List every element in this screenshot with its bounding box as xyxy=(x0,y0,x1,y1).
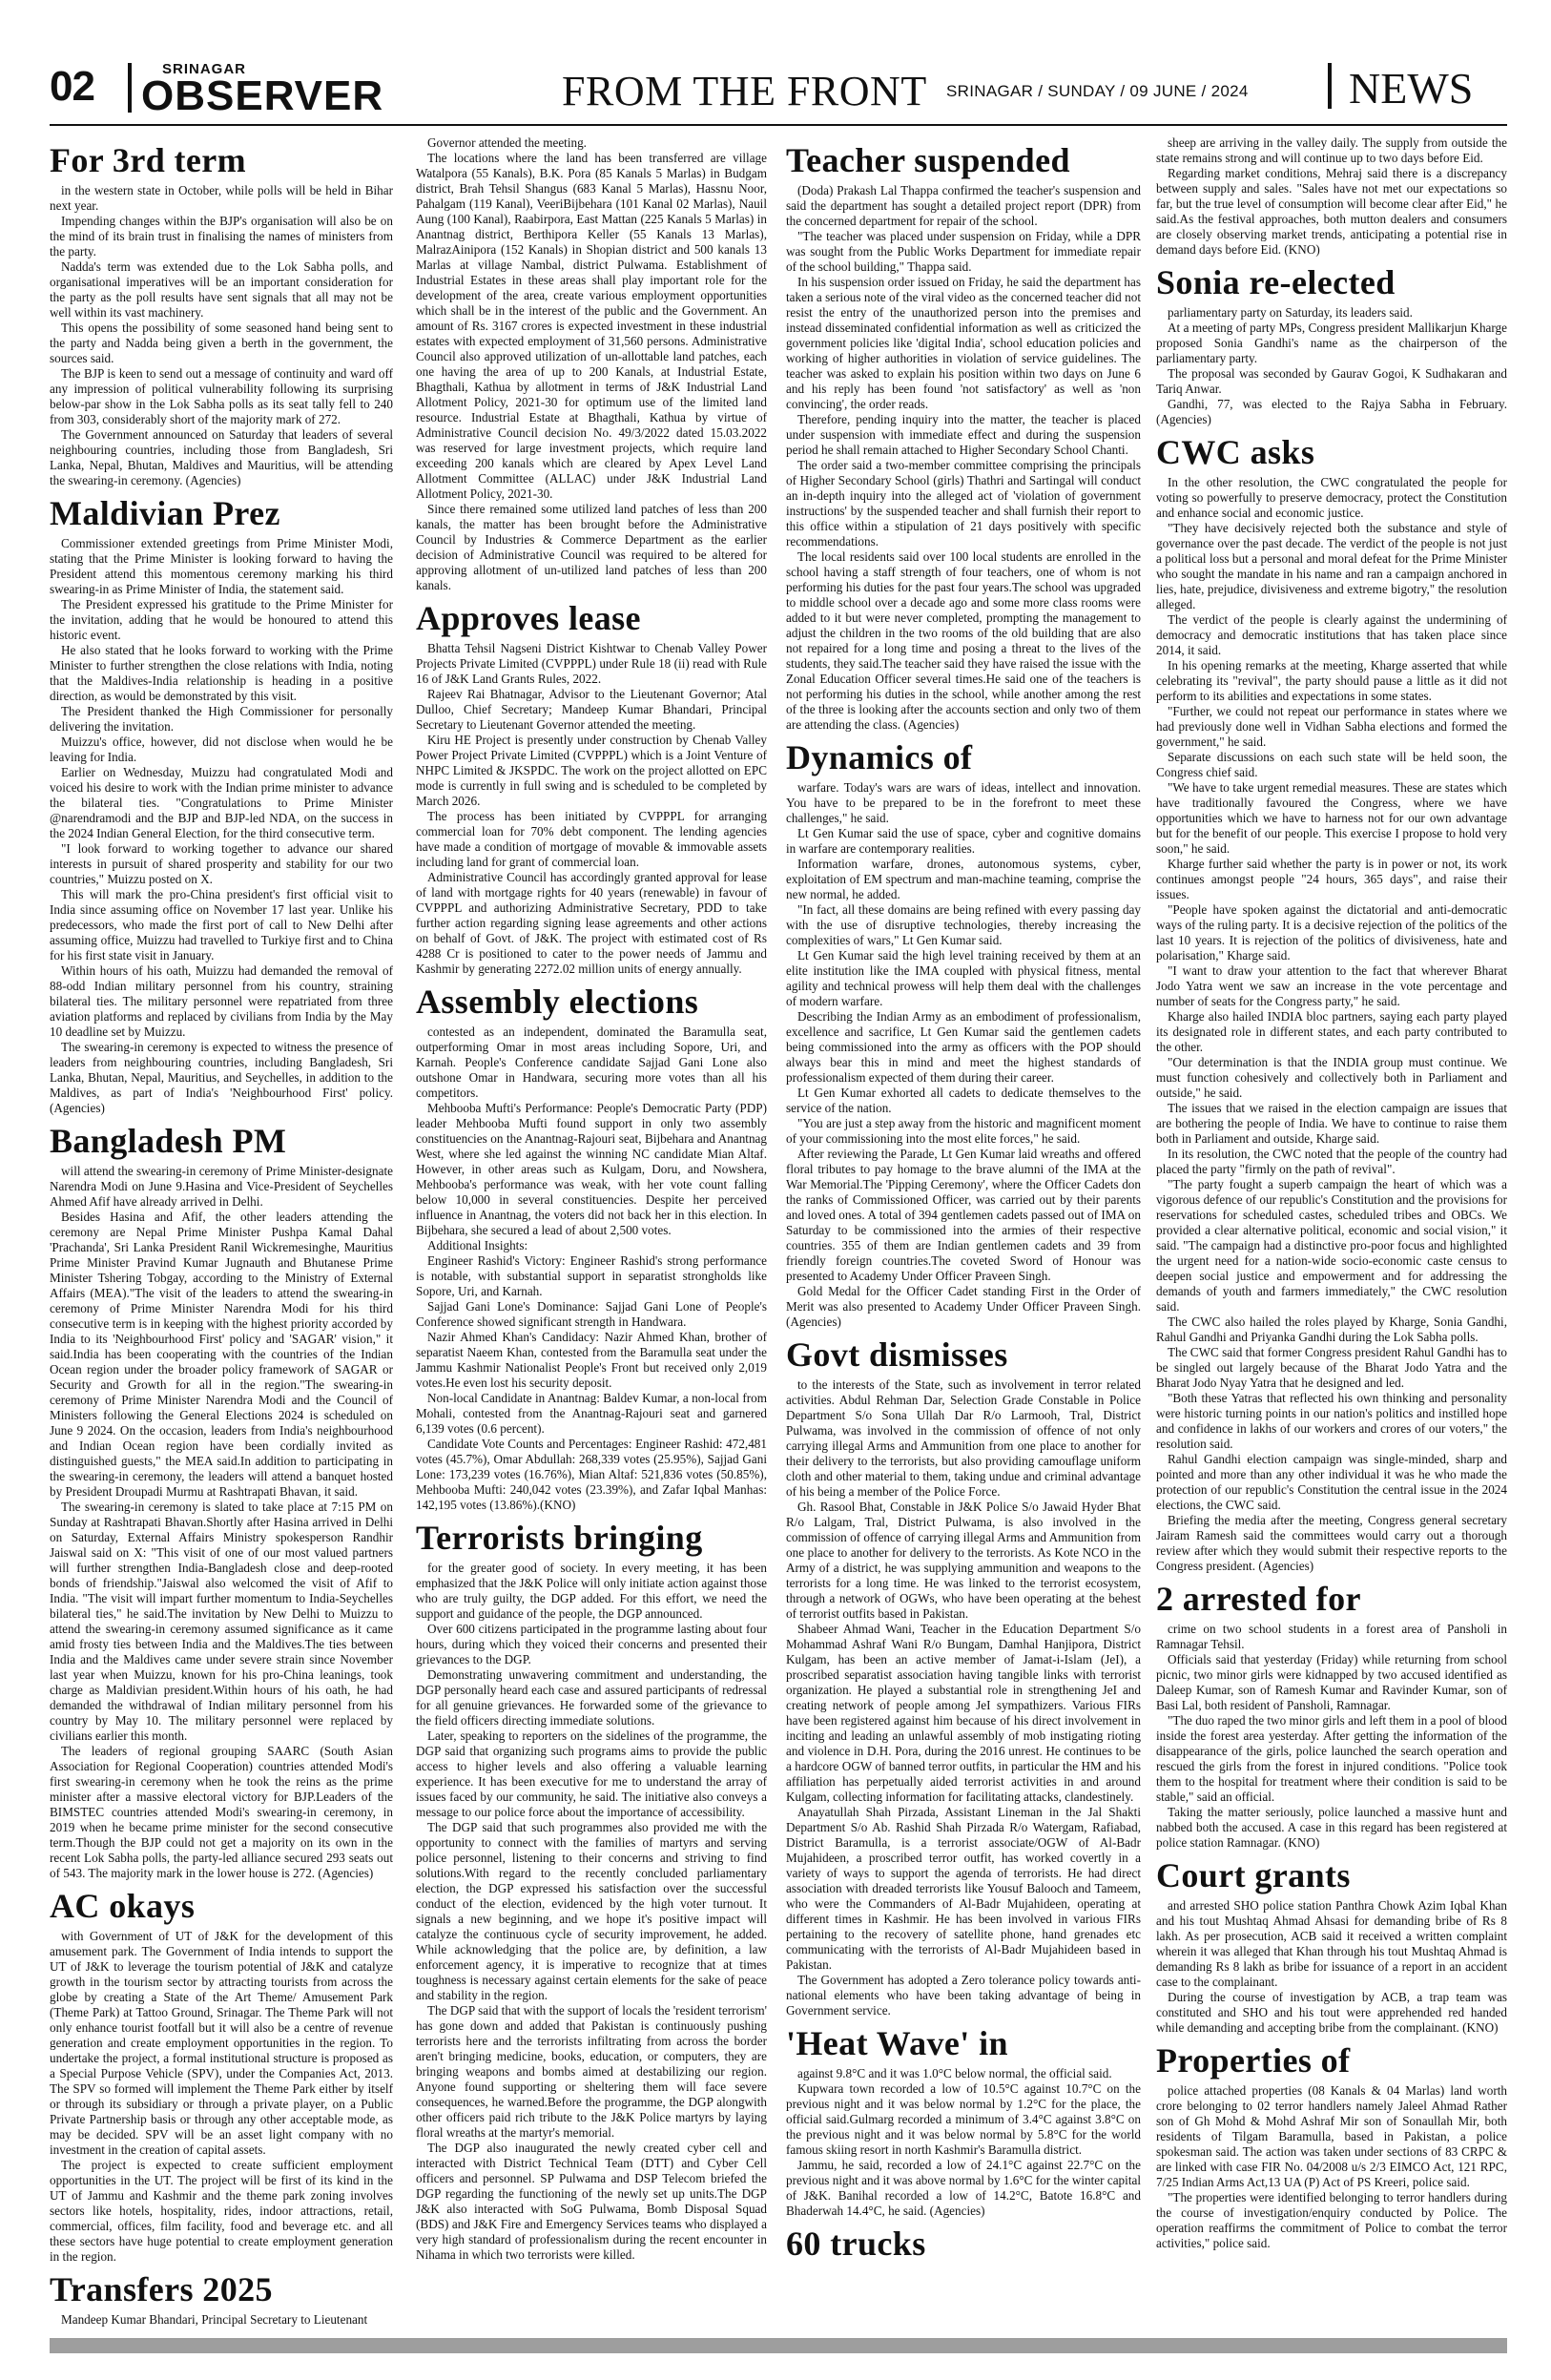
article-paragraph: Jammu, he said, recorded a low of 24.1°C against 22.7°C on the previous night and it was above normal by 1.6°C for the winter capital of J&K. Banihal recorded a low of 14.2°C, Batote 16.8°C and Bhaderwah 14.4°C, he said. (Agencies) xyxy=(786,2158,1141,2218)
article-paragraph: Gold Medal for the Officer Cadet standing First in the Order of Merit was also presented to Academy Under Officer Praveen Singh. (Agencies) xyxy=(786,1284,1141,1329)
article-paragraph: crime on two school students in a forest area of Pansholi in Ramnagar Tehsil. xyxy=(1156,1622,1507,1651)
article-paragraph: Regarding market conditions, Mehraj said there is a discrepancy between supply and sales. "Sales have not met our expectations so far, but the true level of consumption will become clear after Eid," he said.As the festival approaches, both mutton dealers and consumers are closely observing market trends, anticipating a potential rise in demand days before Eid. (KNO) xyxy=(1156,166,1507,257)
article-paragraph: This opens the possibility of some seasoned hand being sent to the party and Nadda being given a berth in the government, the sources said. xyxy=(50,321,393,365)
article-paragraph: The project is expected to create sufficient employment opportunities in the UT. The project will be first of its kind in the UT of Jammu and Kashmir and the theme park zoning involves sectors like hotels, hospitality, rides, indoor attractions, retail, commercial, offices, film facility, food and beverage etc. and all these sectors have huge potential to create employment generation in the region. xyxy=(50,2158,393,2264)
article-paragraph: This will mark the pro-China president's first official visit to India since assuming office on November 17 last year. Unlike his predecessors, who made the first port of call to New Delhi after assuming office, Muizzu had travelled to Turkiye first and to China for his first state visit in January. xyxy=(50,887,393,962)
article-paragraph: (Doda) Prakash Lal Thappa confirmed the teacher's suspension and said the department has sought a detailed project report (DPR) from the concerned department for repair of the school. xyxy=(786,183,1141,228)
article-paragraph: The Government announced on Saturday that leaders of several neighbouring countries, including those from Bangladesh, Sri Lanka, Nepal, Bhutan, Maldives and Mauritius, will be attending the swearing-in ceremony. (Agencies) xyxy=(50,427,393,487)
article-paragraph: "I want to draw your attention to the fact that wherever Bharat Jodo Yatra went we saw an increase in the vote percentage and number of seats for the Congress party," he said. xyxy=(1156,963,1507,1008)
column-2 xyxy=(416,135,767,2263)
article-paragraph: Rajeev Rai Bhatnagar, Advisor to the Lieutenant Governor; Atal Dulloo, Chief Secretary; Mandeep Kumar Bhandari, Principal Secretary to Lieutenant Governor attended the meeting. xyxy=(416,687,767,732)
article-paragraph: Commissioner extended greetings from Prime Minister Modi, stating that the Prime Minister is looking forward to having the President attend this momentous ceremony marking his third swearing-in as Prime Minister of India, the statement said. xyxy=(50,536,393,596)
article-paragraph: Administrative Council has accordingly granted approval for lease of land with mortgage rights for 40 years (renewable) in favour of CVPPPL and authorizing Administrative Secretary, PDD to take further action regarding signing lease agreements and other actions on behalf of Govt. of J&K. The project with estimated cost of Rs 4288 Cr is positioned to cater to the power needs of Jammu and Kashmir by generating 2272.02 million units of energy annually. xyxy=(416,870,767,976)
article-paragraph: The DGP said that such programmes also provided me with the opportunity to connect with the families of martyrs and serving police personnel, listening to their concerns and striving to find solutions.With regard to the recently concluded parliamentary election, the DGP expressed his satisfaction over the successful conduct of the election, evidenced by the high voter turnout. It signals a new beginning, and we hope it's positive impact will catalyze the continuous cycle of security improvement, he added. While acknowledging that the police are, by definition, a law enforcement agency, it is imperative to recognize that at times toughness is necessary against certain elements for the sake of peace and stability in the region. xyxy=(416,1820,767,2002)
article-headline: Teacher suspended xyxy=(786,141,1070,179)
article-paragraph: He also stated that he looks forward to working with the Prime Minister to further strengthen the close relations with India, noting that the Maldives-India relationship is heading in a positive direction, as would be demonstrated by this visit. xyxy=(50,643,393,703)
article-paragraph: Therefore, pending inquiry into the matter, the teacher is placed under suspension with immediate effect and during the suspension period he shall remain attached to Higher Secondary School Chanti. xyxy=(786,412,1141,457)
article-paragraph: The DGP said that with the support of locals the 'resident terrorism' has gone down and added that Pakistan is continuously pushing terrorists here and the terrorists infiltrating from across the border aren't bringing medicine, books, education, or computers, they are bringing weapons and bombs aimed at destabilizing our region. Anyone found supporting or sheltering them will face severe consequences, he warned.Before the programme, the DGP alongwith other officers paid rich tribute to the J&K Police martyrs by laying floral wreaths at the martyr's memorial. xyxy=(416,2003,767,2140)
article-paragraph: "The duo raped the two minor girls and left them in a pool of blood inside the forest area yesterday. After getting the information of the disappearance of the girls, police launched the search operation and rescued the girls from the forest in injured conditions. "Police took them to the hospital for treatment where their condition is said to be stable," said an official. xyxy=(1156,1713,1507,1804)
article-paragraph: Officials said that yesterday (Friday) while returning from school picnic, two minor girls were kidnapped by two accused identified as Daleep Kumar, son of Ramesh Kumar and Ravinder Kumar, son of Basi Lal, both resident of Pansholi, Ramnagar. xyxy=(1156,1652,1507,1712)
article-headline: 60 trucks xyxy=(786,2225,926,2263)
article-paragraph: Governor attended the meeting. xyxy=(427,135,587,150)
article-paragraph: Shabeer Ahmad Wani, Teacher in the Education Department S/o Mohammad Ashraf Wani R/o Bungam, Damhal Hanjipora, District Kulgam, has been an active member of Jamat-i-Islam (JeI), a proscribed separatist association having tangible links with terrorist organization. He played a substantial role in strengthening JeI and creating network of people among JeI sympathizers. Various FIRs have been registered against him because of his direct involvement in inciting and leading an unlawful assembly of mob instigating rioting and violence in D.H. Pora, during the 2016 unrest. He continues to be a hardcore OGW of banned terror outfits, in particular the HM and his affiliation has perpetually aided terrorist activities in and around Kulgam, collecting information for facilitating attacks, clandestinely. xyxy=(786,1622,1141,1804)
article-paragraph: "The teacher was placed under suspension on Friday, while a DPR was sought from the Public Works Department for immediate repair of the school building," Thappa said. xyxy=(786,229,1141,274)
article-paragraph: "Both these Yatras that reflected his own thinking and personality were historic turning points in our nation's politics and instilled hope and confidence in lakhs of our workers and crores of our voters," the resolution said. xyxy=(1156,1391,1507,1451)
article-paragraph: The BJP is keen to send out a message of continuity and ward off any impression of political vulnerability following its surprising below-par show in the Lok Sabha polls as its seat tally fell to 240 from 303, considerably short of the majority mark of 272. xyxy=(50,366,393,426)
article-headline: For 3rd term xyxy=(50,141,247,179)
article-paragraph: Lt Gen Kumar said the use of space, cyber and cognitive domains in warfare are contemporary realities. xyxy=(786,826,1141,856)
article-paragraph: Demonstrating unwavering commitment and understanding, the DGP personally heard each case and assured participants of redressal for all genuine grievances. He forwarded some of the grievance to the field officers directing immediate solutions. xyxy=(416,1667,767,1728)
article-paragraph: The DGP also inaugurated the newly created cyber cell and interacted with District Technical Team (DTT) and Cyber Cell officers and personnel. SP Pulwama and DSP Telecom briefed the DGP regarding the functioning of the newly set up units.The DGP J&K also interacted with SoG Pulwama, Bomb Disposal Squad (BDS) and J&K Fire and Emergency Services teams who displayed a very high standard of professionalism during the recent encounter in Nihama in which two terrorists were killed. xyxy=(416,2141,767,2262)
article-paragraph: Sajjad Gani Lone's Dominance: Sajjad Gani Lone of People's Conference showed significant strength in Handwara. xyxy=(416,1299,767,1329)
article-paragraph: Later, speaking to reporters on the sidelines of the programme, the DGP said that organizing such programs aims to provide the public access to higher levels and also offering a valuable learning experience. It has been executive for me to understand the array of issues faced by our community, he said. The initiative also conveys a message to our police force about the importance of accessibility. xyxy=(416,1728,767,1819)
article-paragraph: Lt Gen Kumar exhorted all cadets to dedicate themselves to the service of the nation. xyxy=(786,1086,1141,1115)
article-paragraph: Gandhi, 77, was elected to the Rajya Sabha in February. (Agencies) xyxy=(1156,397,1507,426)
article-paragraph: The President thanked the High Commissioner for personally delivering the invitation. xyxy=(50,704,393,734)
article-paragraph: "In fact, all these domains are being refined with every passing day with the use of disruptive technologies, thereby increasing the complexities of wars," Lt Gen Kumar said. xyxy=(786,902,1141,947)
article-headline: Sonia re-elected xyxy=(1156,263,1396,301)
section-title: FROM THE FRONT xyxy=(562,68,927,114)
article-paragraph: Besides Hasina and Afif, the other leaders attending the ceremony are Nepal Prime Minister Pushpa Kamal Dahal 'Prachanda', Sri Lanka President Ranil Wickremesinghe, Mauritius Prime Minister Pravind Kumar Jugnauth and Bhutanese Prime Minister Tshering Tobgay, according to the Ministry of External Affairs (MEA)."The visit of the leaders to attend the swearing-in ceremony of Prime Minister Narendra Modi for his third consecutive term is in keeping with the highest priority accorded by India to its 'Neighbourhood First' policy and 'SAGAR' vision," it said.India has been cooperating with the countries of the Indian Ocean region under the broader policy framework of SAGAR or Security and Growth for all in the region."The swearing-in ceremony of Prime Minister Narendra Modi and the Council of Ministers following the General Elections 2024 is scheduled on June 9 2024. On the occasion, leaders from India's neighbourhood and Indian Ocean region have been cordially invited as distinguished guests," the MEA said.In addition to participating in the swearing-in ceremony, the leaders will attend a banquet hosted by President Droupadi Murmu at Rashtrapati Bhavan, it said. xyxy=(50,1210,393,1499)
article-paragraph: The CWC said that former Congress president Rahul Gandhi has to be singled out largely because of the Bharat Jodo Yatra and the Bharat Jodo Nyay Yatra that he designed and led. xyxy=(1156,1345,1507,1390)
article-paragraph: The swearing-in ceremony is slated to take place at 7:15 PM on Sunday at Rashtrapati Bhavan.Shortly after Hasina arrived in Delhi on Saturday, External Affairs Ministry spokesperson Randhir Jaiswal said on X: "This visit of one of our most valued partners will further strengthen India-Bangladesh close and deep-rooted bonds of friendship."Jaiswal also welcomed the visit of Afif to India. "The visit will impart further momentum to India-Seychelles bilateral ties," he said.The invitation by New Delhi to Muizzu to attend the swearing-in ceremony assumed significance as it came amid frosty ties between India and the Maldives.The ties between India and the Maldives came under severe strain since November last year when Muizzu, known for his pro-China leanings, took charge as Maldivian president.Within hours of his oath, he had demanded the withdrawal of Indian military personnel from his country by May 10. The military personnel were replaced by civilians earlier this month. xyxy=(50,1500,393,1743)
article-paragraph: Kupwara town recorded a low of 10.5°C against 10.7°C on the previous night and it was below normal by 1.2°C for the place, the official said.Gulmarg recorded a minimum of 3.4°C against 3.8°C on the previous night and it was below normal by 5.8°C for the world famous skiing resort in north Kashmir's Baramulla district. xyxy=(786,2081,1141,2157)
article-headline: CWC asks xyxy=(1156,433,1315,471)
article-paragraph: and arrested SHO police station Panthra Chowk Azim Iqbal Khan and his tout Mushtaq Ahmad Ahsasi for demanding bribe of Rs 8 lakh. As per prosecution, ACB said it received a written complaint wherein it was alleged that Khan through his tout Mushtaq Ahmad is demanding Rs 8 lakh as bribe for issuance of a report in an accident case to the complainant. xyxy=(1156,1898,1507,1989)
article-paragraph: The swearing-in ceremony is expected to witness the presence of leaders from neighbouring countries, including Bangladesh, Sri Lanka, Bhutan, Nepal, Mauritius, and Seychelles, in addition to the Maldives, as part of India's 'Neighbourhood First' policy. (Agencies) xyxy=(50,1040,393,1115)
article-headline: AC okays xyxy=(50,1887,196,1925)
article-paragraph: "You are just a step away from the historic and magnificent moment of your commissioning into the most elite forces," he said. xyxy=(786,1116,1141,1146)
article-paragraph: Earlier on Wednesday, Muizzu had congratulated Modi and voiced his desire to work with the Indian prime minister to advance the bilateral ties. "Congratulations to Prime Minister @narendramodi and the BJP and BJP-led NDA, on the success in the 2024 Indian General Election, for the third consecutive term. xyxy=(50,765,393,840)
article-paragraph: Nadda's term was extended due to the Lok Sabha polls, and organisational imperatives will be an important consideration for the party as the poll results have sent signals that all may not be well within its vast machinery. xyxy=(50,259,393,320)
article-paragraph: Information warfare, drones, autonomous systems, cyber, exploitation of EM spectrum and man-machine teaming, comprise the new normal, he added. xyxy=(786,857,1141,901)
column-3 xyxy=(786,135,1141,2266)
article-paragraph: Anayatullah Shah Pirzada, Assistant Lineman in the Jal Shakti Department S/o Ab. Rashid Shah Pirzada R/o Watergam, Rafiabad, District Baramulla, is a terrorist associate/OGW of Al-Badr Mujahideen, a proscribed terror outfit, has worked covertly in a variety of ways to support the agenda of terrorists. He had direct association with dreaded terrorists like Yousuf Balooch and Tameem, who were the Commanders of Al-Badr Mujahideen, operating at different times in Kashmir. He has been involved in various FIRs pertaining to the recovery of satellite phone, hand grenades etc communicating with the terrorists of Al-Badr Mujahideen based in Pakistan. xyxy=(786,1805,1141,1972)
article-paragraph: in the western state in October, while polls will be held in Bihar next year. xyxy=(50,183,393,213)
masthead-divider xyxy=(128,63,132,113)
column-1 xyxy=(50,135,393,2328)
article-paragraph: Taking the matter seriously, police launched a massive hunt and nabbed both the accused. A case in this regard has been registered at police station Ramnagar. (KNO) xyxy=(1156,1805,1507,1850)
article-paragraph: against 9.8°C and it was 1.0°C below normal, the official said. xyxy=(797,2066,1112,2080)
article-paragraph: police attached properties (08 Kanals & 04 Marlas) land worth crore belonging to 02 terror handlers namely Jaleel Ahmad Rather son of Gh Mohd & Mohd Ashraf Mir son of Sonaullah Mir, both residents of Tilgam Baramulla, based in Pakistan, a police spokesman said. The action was taken under sections of 83 CRPC & are linked with case FIR No. 04/2008 u/s 2/3 EIMCO Act, 121 RPC, 7/25 Indian Arms Act,13 UA (P) Act of PS Kreeri, police said. xyxy=(1156,2083,1507,2189)
masthead xyxy=(50,59,1507,126)
brand-subtitle: SRINAGAR xyxy=(162,61,247,77)
article-paragraph: Candidate Vote Counts and Percentages: Engineer Rashid: 472,481 votes (45.7%), Omar Abdullah: 268,339 votes (25.95%), Sajjad Gani Lone: 173,239 votes (16.76%), Mian Altaf: 521,836 votes (50.85%), Mehbooba Mufti: 240,042 votes (23.39%), and Zafar Iqbal Manhas: 142,195 votes (13.86%).(KNO) xyxy=(416,1437,767,1512)
article-paragraph: The order said a two-member committee comprising the principals of Higher Secondary School (girls) Thathri and Sartingal will conduct an in-depth inquiry into the alleged act of 'violation of government instructions' by the suspended teacher and shall furnish their report to this office within a stipulation of 21 days positively with specific recommendations. xyxy=(786,458,1141,548)
article-headline: Court grants xyxy=(1156,1856,1351,1894)
article-paragraph: Engineer Rashid's Victory: Engineer Rashid's strong performance is notable, with substantial support in separatist strongholds like Sopore, Uri, and Karnah. xyxy=(416,1253,767,1298)
article-paragraph: with Government of UT of J&K for the development of this amusement park. The Government of India intends to support the UT of J&K to leverage the tourism potential of J&K and catalyze growth in the tourism sector by attracting tourists from across the globe by creating a State of the Art Theme/ Amusement Park (Theme Park) at Tattoo Ground, Srinagar. The Theme Park will not only enhance tourist footfall but it will also be a centre of revenue generation and create employment opportunities in the region. To undertake the project, a formal institutional structure is proposed as a Special Purpose Vehicle (SPV), under the Companies Act, 2013. The SPV so formed will implement the Theme Park either by itself or through its subsidiary or through a private player, on a Public Private Partnership basis or through any other acceptable mode, as may be decided. SPV will be an asset light company with no investment in the creation of capital assets. xyxy=(50,1929,393,2157)
article-paragraph: The proposal was seconded by Gaurav Gogoi, K Sudhakaran and Tariq Anwar. xyxy=(1156,366,1507,396)
article-paragraph: Describing the Indian Army as an embodiment of professionalism, excellence and sacrifice, Lt Gen Kumar said the gentlemen cadets being commissioned into the army as officers with the POP should always bear this in mind and meet the highest standards of professionalism expected of them during their career. xyxy=(786,1009,1141,1085)
article-paragraph: Briefing the media after the meeting, Congress general secretary Jairam Ramesh said the committees would carry out a thorough review after which they would submit their respective reports to the Congress president. (Agencies) xyxy=(1156,1513,1507,1573)
article-paragraph: In his suspension order issued on Friday, he said the department has taken a serious note of the viral video as the concerned teacher did not resist the entry of the unauthorized person into the premises and instead disseminated confidential information as well as criticized the government policies like 'digital India', school education policies and working of higher authorities in violation of service guidelines. The teacher was asked to explain his position within two days on June 6 and his reply has been found 'not satisfactory' as well as 'non convincing', the order reads. xyxy=(786,275,1141,411)
article-paragraph: In his opening remarks at the meeting, Kharge asserted that while celebrating its "revival", the party should pause a little as it did not perform to its abilities and expectations in some states. xyxy=(1156,658,1507,703)
article-paragraph: Lt Gen Kumar said the high level training received by them at an elite institution like the IMA coupled with physical fitness, mental agility and technical prowess will help them deal with the challenges of modern warfare. xyxy=(786,948,1141,1008)
article-paragraph: for the greater good of society. In every meeting, it has been emphasized that the J&K Police will only initiate action against those who are truly guilty, the DGP added. For this effort, we need the support and guidance of the people, the DGP announced. xyxy=(416,1561,767,1621)
article-paragraph: Over 600 citizens participated in the programme lasting about four hours, during which they voiced their concerns and presented their grievances to the DGP. xyxy=(416,1622,767,1666)
article-paragraph: The President expressed his gratitude to the Prime Minister for the invitation, adding that he would be honoured to attend this historic event. xyxy=(50,597,393,642)
article-paragraph: "The party fought a superb campaign the heart of which was a vigorous defence of our republic's Constitution and the provisions for reservations for scheduled castes, scheduled tribes and OBCs. We provided a clear alternative political, economic and social vision," it said. "The campaign had a distinctive pro-poor focus and highlighted the urgent need for a nation-wide socio-economic caste census to deepen social justice and empowerment and for addressing the demands of youth and farmers immediately," the CWC resolution said. xyxy=(1156,1177,1507,1314)
section-tag: NEWS xyxy=(1349,64,1474,113)
article-paragraph: Kiru HE Project is presently under construction by Chenab Valley Power Project Private Limited (CVPPPL) which is a Joint Venture of NHPC Limited & JKSPDC. The work on the project allotted on EPC mode is currently in full swing and is scheduled to be completed by March 2026. xyxy=(416,733,767,808)
article-paragraph: parliamentary party on Saturday, its leaders said. xyxy=(1168,305,1413,320)
article-paragraph: The locations where the land has been transferred are village Watalpora (55 Kanals), B.K. Pora (85 Kanals 5 Marlas) in Budgam district, Brah Tehsil Shangus (683 Kanal 5 Marlas), Hassnu Noor, Pahalgam (119 Kanal), VeeriBijbehara (101 Kanal 02 Marlas), Nauil Aung (100 Kanal), Raabirpora, East Mattan (225 Kanals 5 Marlas) in Anantnag district, Berthipora Keller (55 Kanals 13 Marlas), MalrazAinipora (152 Kanals) in Shopian district and 500 kanals 13 Marlas at village Nambal, district Pulwama. Establishment of Industrial Estates in these areas shall play important role for the development of the area, create various employment opportunities which shall be in the interest of the public and the Government. An amount of Rs. 3167 crores is expected investment in these industrial estates with expected employment of 31,560 persons. Administrative Council also approved utilization of un-allottable land patches, each one having the area of up to 200 Kanals, at Industrial Estate, Bhagthali, Kathua by allotment in terms of J&K Industrial Land Allotment Policy, 2021-30 for optimum use of the limited land resource. Industrial Estate at Bhagthali, Kathua by virtue of Administrative Council decision No. 49/3/2022 dated 15.03.2022 was reserved for large investment projects, which require land exceeding 200 kanals which are cleared by Apex Level Land Allotment Committee (ALLAC) under J&K Industrial Land Allotment Policy, 2021-30. xyxy=(416,151,767,501)
article-paragraph: The verdict of the people is clearly against the undermining of democracy and democratic institutions that has taken place since 2014, it said. xyxy=(1156,612,1507,657)
article-paragraph: Kharge further said whether the party is in power or not, its work continues amongst people "24 hours, 365 days", and raise their issues. xyxy=(1156,857,1507,901)
article-paragraph: "The properties were identified belonging to terror handlers during the course of investigation/enquiry conducted by Police. The operation reaffirms the commitment of Police to combat the terror activities," police said. xyxy=(1156,2190,1507,2250)
dateline: SRINAGAR / SUNDAY / 09 JUNE / 2024 xyxy=(946,82,1249,100)
article-headline: Properties of xyxy=(1156,2041,1351,2080)
article-paragraph: contested as an independent, dominated the Baramulla seat, outperforming Omar in most areas including Sopore, Uri, and Karnah. People's Conference candidate Sajjad Gani Lone also outshone Omar in Handwara, securing more votes than all his competitors. xyxy=(416,1024,767,1100)
article-paragraph: to the interests of the State, such as involvement in terror related activities. Abdul Rehman Dar, Selection Grade Constable in Police Department S/o Sona Ullah Dar R/o Larmooh, Tral, District Pulwama, was involved in the commission of offence of not only carrying illegal Arms and Ammunition from one place to another for their delivery to the terrorists, but also providing camouflage uniform cloth and other material to them, taking undue and criminal advantage of his being a member of the Police Force. xyxy=(786,1377,1141,1499)
article-paragraph: "We have to take urgent remedial measures. These are states which have traditionally favoured the Congress, where we have opportunities which we have to harness not for our own advantage but for the benefit of our people. This exercise I propose to hold very soon," he said. xyxy=(1156,780,1507,856)
article-paragraph: In the other resolution, the CWC congratulated the people for voting so powerfully to preserve democracy, protect the Constitution and enhance social and economic justice. xyxy=(1156,475,1507,520)
article-paragraph: warfare. Today's wars are wars of ideas, intellect and innovation. You have to be prepared to be in the forefront to meet these challenges," he said. xyxy=(786,780,1141,825)
article-paragraph: Rahul Gandhi election campaign was single-minded, sharp and pointed and more than any other individual it was he who made the protection of our republic's Constitution the central issue in the 2024 elections, the CWC said. xyxy=(1156,1452,1507,1512)
article-paragraph: Since there remained some utilized land patches of less than 200 kanals, the matter has been brought before the Administrative Council by Industries & Commerce Department as the earlier decision of Administrative Council was required to be altered for approving allotment of un-utilized land patches of less than 200 kanals. xyxy=(416,502,767,592)
article-paragraph: The process has been initiated by CVPPPL for arranging commercial loan for 70% debt component. The lending agencies have made a condition of mortgage of movable & immovable assets including land for grant of commercial loan. xyxy=(416,809,767,869)
article-headline: Bangladesh PM xyxy=(50,1122,287,1160)
article-paragraph: The Government has adopted a Zero tolerance policy towards anti-national elements who have been taking advantage of being in Government service. xyxy=(786,1973,1141,2018)
article-paragraph: Nazir Ahmed Khan's Candidacy: Nazir Ahmed Khan, brother of separatist Naeem Khan, contested from the Baramulla seat under the Jammu Kashmir Nationalist People's Front but received only 2,019 votes.He even lost his security deposit. xyxy=(416,1330,767,1390)
article-paragraph: "Further, we could not repeat our performance in states where we had previously done well in Vidhan Sabha elections and formed the government," he said. xyxy=(1156,704,1507,749)
article-paragraph: Separate discussions on each such state will be held soon, the Congress chief said. xyxy=(1156,750,1507,779)
page-number: 02 xyxy=(50,63,94,110)
article-paragraph: Non-local Candidate in Anantnag: Baldev Kumar, a non-local from Mohali, contested from the Anantnag-Rajouri seat and garnered 6,139 votes (0.6 percent). xyxy=(416,1391,767,1436)
article-paragraph: During the course of investigation by ACB, a trap team was constituted and SHO and his tout were apprehended red handed while demanding and accepting bribe from the complainant. (KNO) xyxy=(1156,1990,1507,2035)
article-paragraph: Mehbooba Mufti's Performance: People's Democratic Party (PDP) leader Mehbooba Mufti found support in only two assembly constituencies on the Anantnag-Rajouri seat, Bijbehara and Anantnag West, where she led against the winning NC candidate Mian Altaf. However, in other areas such as Kulgam, Doru, and Nowshera, Mehbooba's performance was weak, with her vote count falling below 10,000 in several constituencies. Despite her perceived influence in Anantnag, the voters did not back her in this election. In Bijbehara, she secured a lead of about 2,500 votes. xyxy=(416,1101,767,1237)
article-paragraph: Within hours of his oath, Muizzu had demanded the removal of 88-odd Indian military personnel from his country, straining bilateral ties. The military personnel were repatriated from three aviation platforms and replaced by civilians from India by the May 10 deadline set by Muizzu. xyxy=(50,963,393,1039)
article-paragraph: The local residents said over 100 local students are enrolled in the school having a staff strength of four teachers, one of whom is not performing his duties for the past four years.The school was upgraded to middle school over a decade ago and some more class rooms were added to it but were never completed, prompting the management to adjust the children in the two rooms of the old building that are also not repaired for a long time and posing a threat to the lives of the students, they said.The teacher said they have raised the issue with the Zonal Education Officer several times.He said one of the teachers is not performing his duties in the school, while another among the rest of the three is looking after the accounts section and only two of them are attending the class. (Agencies) xyxy=(786,549,1141,732)
article-paragraph: "People have spoken against the dictatorial and anti-democratic ways of the ruling party. It is a decisive rejection of the politics of the last 10 years. It is rejection of the politics of divisiveness, hate and polarisation," Kharge said. xyxy=(1156,902,1507,962)
article-headline: Assembly elections xyxy=(416,983,699,1021)
article-paragraph: After reviewing the Parade, Lt Gen Kumar laid wreaths and offered floral tributes to pay homage to the brave alumni of the IMA at the War Memorial.The 'Pipping Ceremony', where the Officer Cadets don the ranks of Commissioned Officer, was carried out by their parents and loved ones. A total of 394 gentlemen cadets passed out of IMA on Saturday to be commissioned into the armies of their respective countries. 355 of them are Indian gentlemen cadets and 39 from friendly foreign countries.The coveted Sword of Honour was presented to Academy Under Officer Praveen Singh. xyxy=(786,1147,1141,1283)
article-headline: Approves lease xyxy=(416,599,641,637)
article-paragraph: Impending changes within the BJP's organisation will also be on the mind of its brain trust in finalising the names of ministers from the party. xyxy=(50,214,393,259)
masthead-divider xyxy=(1328,63,1332,109)
article-headline: 2 arrested for xyxy=(1156,1580,1361,1618)
article-paragraph: Bhatta Tehsil Nagseni District Kishtwar to Chenab Valley Power Projects Private Limited (CVPPPL) under Rule 18 (ii) read with Rule 16 of J&K Land Grants Rules, 2022. xyxy=(416,641,767,686)
article-headline: Govt dismisses xyxy=(786,1335,1008,1374)
article-paragraph: Gh. Rasool Bhat, Constable in J&K Police S/o Jawaid Hyder Bhat R/o Lalgam, Tral, District Pulwama, is also involved in the commission of offence of carrying illegal Arms and Ammunition from one place to another for delivery to the terrorists. As Kote NCO in the Army of a district, he was supplying ammunition and weapons to the terrorists for a long time. He was linked to the terrorist ecosystem, through a network of OGWs, who have been operating at the behest of terrorist outfits based in Pakistan. xyxy=(786,1500,1141,1621)
article-paragraph: At a meeting of party MPs, Congress president Mallikarjun Kharge proposed Sonia Gandhi's name as the chairperson of the parliamentary party. xyxy=(1156,321,1507,365)
article-paragraph: The issues that we raised in the election campaign are issues that are bothering the people of India. We have to continue to raise them both in Parliament and outside, Kharge said. xyxy=(1156,1101,1507,1146)
article-paragraph: "They have decisively rejected both the substance and style of governance over the past decade. The verdict of the people is not just a political loss but a personal and moral defeat for the Prime Minister who sought the mandate in his name and ran a campaign anchored in lies, hate, prejudice, divisiveness and extreme bigotry," the resolution alleged. xyxy=(1156,521,1507,611)
brand-title: OBSERVER xyxy=(141,72,384,119)
article-paragraph: The leaders of regional grouping SAARC (South Asian Association for Regional Cooperation) countries attended Modi's first swearing-in ceremony when he took the reins as the prime minister after a massive electoral victory for BJP.Leaders of the BIMSTEC countries attended Modi's swearing-in ceremony, in 2019 when he became prime minister for the second consecutive term.Though the BJP could not get a majority on its own in the recent Lok Sabha polls, the party-led alliance secured 293 seats out of 543. The majority mark in the lower house is 272. (Agencies) xyxy=(50,1744,393,1880)
article-paragraph: will attend the swearing-in ceremony of Prime Minister-designate Narendra Modi on June 9.Hasina and Vice-President of Seychelles Ahmed Afif have already arrived in Delhi. xyxy=(50,1164,393,1209)
article-headline: Maldivian Prez xyxy=(50,494,280,532)
article-paragraph: Mandeep Kumar Bhandari, Principal Secretary to Lieutenant xyxy=(61,2312,368,2327)
article-paragraph: The CWC also hailed the roles played by Kharge, Sonia Gandhi, Rahul Gandhi and Priyanka Gandhi during the Lok Sabha polls. xyxy=(1156,1314,1507,1344)
article-headline: Dynamics of xyxy=(786,738,973,776)
article-headline: 'Heat Wave' in xyxy=(786,2024,1008,2062)
article-paragraph: Muizzu's office, however, did not disclose when would he be leaving for India. xyxy=(50,735,393,764)
article-paragraph: "Our determination is that the INDIA group must continue. We must function cohesively and collectively both in Parliament and outside," he said. xyxy=(1156,1055,1507,1100)
article-paragraph: In its resolution, the CWC noted that the people of the country had placed the party "firmly on the path of revival". xyxy=(1156,1147,1507,1176)
masthead-rule xyxy=(50,124,1507,126)
article-paragraph: Kharge also hailed INDIA bloc partners, saying each party played its designated role in different states, and each party contributed to the other. xyxy=(1156,1009,1507,1054)
article-paragraph: Additional Insights: xyxy=(427,1238,528,1252)
column-4 xyxy=(1156,135,1507,2251)
article-headline: Terrorists bringing xyxy=(416,1519,703,1557)
article-headline: Transfers 2025 xyxy=(50,2270,273,2308)
footer-bar xyxy=(50,2338,1507,2353)
article-paragraph: "I look forward to working together to advance our shared interests in pursuit of shared prosperity and stability for our two countries," Muizzu posted on X. xyxy=(50,841,393,886)
article-paragraph: sheep are arriving in the valley daily. The supply from outside the state remains strong and will continue up to two days before Eid. xyxy=(1156,135,1507,165)
